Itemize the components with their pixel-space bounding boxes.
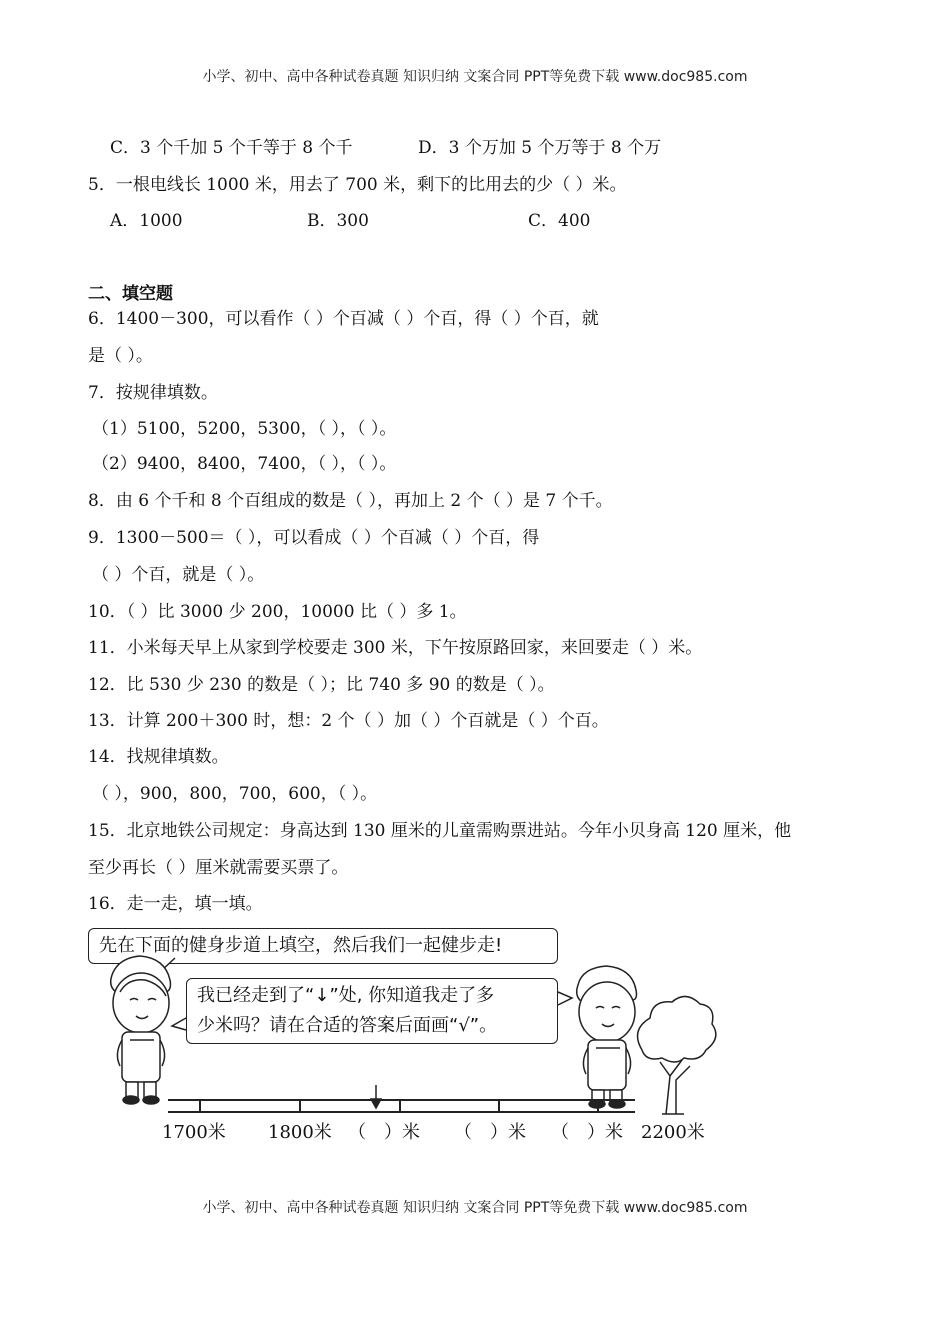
page-header: 小学、初中、高中各种试卷真题 知识归纳 文案合同 PPT等免费下载 www.doc985.com (202, 69, 748, 85)
bubble-tail-right (558, 992, 572, 1005)
track-label-blank-2: （ ）米 (454, 1122, 526, 1143)
bubble-line-2: 少米吗？请在合适的答案后面画“√”。 (197, 1015, 498, 1036)
q9-line2: （ ）个百，就是（ ）。 (92, 565, 265, 585)
page-footer: 小学、初中、高中各种试卷真题 知识归纳 文案合同 PPT等免费下载 www.doc985.com (202, 1200, 748, 1216)
q12-stem: 12．比 530 少 230 的数是（ ）；比 740 多 90 的数是（ ）。 (88, 675, 555, 695)
q5-option-b: B．300 (307, 211, 369, 231)
left-boy-illustration (111, 956, 171, 1104)
track-label-1700: 1700米 (162, 1122, 226, 1143)
q6-line1: 6．1400－300，可以看作（ ）个百减（ ）个百，得（ ）个百，就 (88, 309, 599, 329)
track-label-blank-3: （ ）米 (551, 1122, 623, 1143)
q9-line1: 9．1300－500＝（ ），可以看成（ ）个百减（ ）个百，得 (88, 528, 540, 548)
q7-part1: （1）5100，5200，5300，（ ），（ ）。 (92, 419, 397, 439)
speech-bubble-top: 先在下面的健身步道上填空，然后我们一起健步走! (88, 928, 558, 964)
q10-stem: 10．（ ）比 3000 少 200，10000 比（ ）多 1。 (88, 602, 467, 622)
q5-option-a: A．1000 (110, 211, 183, 231)
q8-stem: 8．由 6 个千和 8 个百组成的数是（ ），再加上 2 个（ ）是 7 个千。 (88, 491, 613, 511)
q14-stem: 14．找规律填数。 (88, 747, 229, 767)
q6-line2: 是（ ）。 (88, 346, 153, 366)
q5-option-c: C．400 (528, 211, 591, 231)
track-label-1800: 1800米 (268, 1122, 332, 1143)
q15-line1: 15．北京地铁公司规定：身高达到 130 厘米的儿童需购票进站。今年小贝身高 120 厘米，他 (88, 821, 792, 841)
q13-stem: 13．计算 200＋300 时，想：2 个（ ）加（ ）个百就是（ ）个百。 (88, 711, 609, 731)
track-label-blank-1: （ ）米 (348, 1122, 420, 1143)
bubble-line-1: 我已经走到了“↓”处, 你知道我走了多 (197, 985, 495, 1006)
q5-stem: 5．一根电线长 1000 米，用去了 700 米，剩下的比用去的少（ ）米。 (88, 175, 627, 195)
q15-line2: 至少再长（ ）厘米就需要买票了。 (88, 858, 349, 878)
section-title: 二、填空题 (88, 284, 173, 304)
q4-option-d: D．3 个万加 5 个万等于 8 个万 (418, 138, 662, 158)
position-arrow-icon (371, 1085, 381, 1108)
q4-option-c: C．3 个千加 5 个千等于 8 个千 (110, 138, 353, 158)
q14-sequence: （ ），900，800，700，600，（ ）。 (92, 784, 378, 804)
tree-illustration (638, 996, 716, 1114)
q11-stem: 11．小米每天早上从家到学校要走 300 米，下午按原路回家，来回要走（ ）米。 (88, 638, 703, 658)
walking-track (168, 1100, 635, 1112)
q7-part2: （2）9400，8400，7400，（ ），（ ）。 (92, 454, 397, 474)
q7-stem: 7．按规律填数。 (88, 383, 218, 403)
bubble-tail-left (172, 1018, 186, 1030)
right-boy-illustration (577, 966, 637, 1108)
track-label-2200: 2200米 (641, 1122, 705, 1143)
q16-stem: 16．走一走，填一填。 (88, 894, 263, 914)
